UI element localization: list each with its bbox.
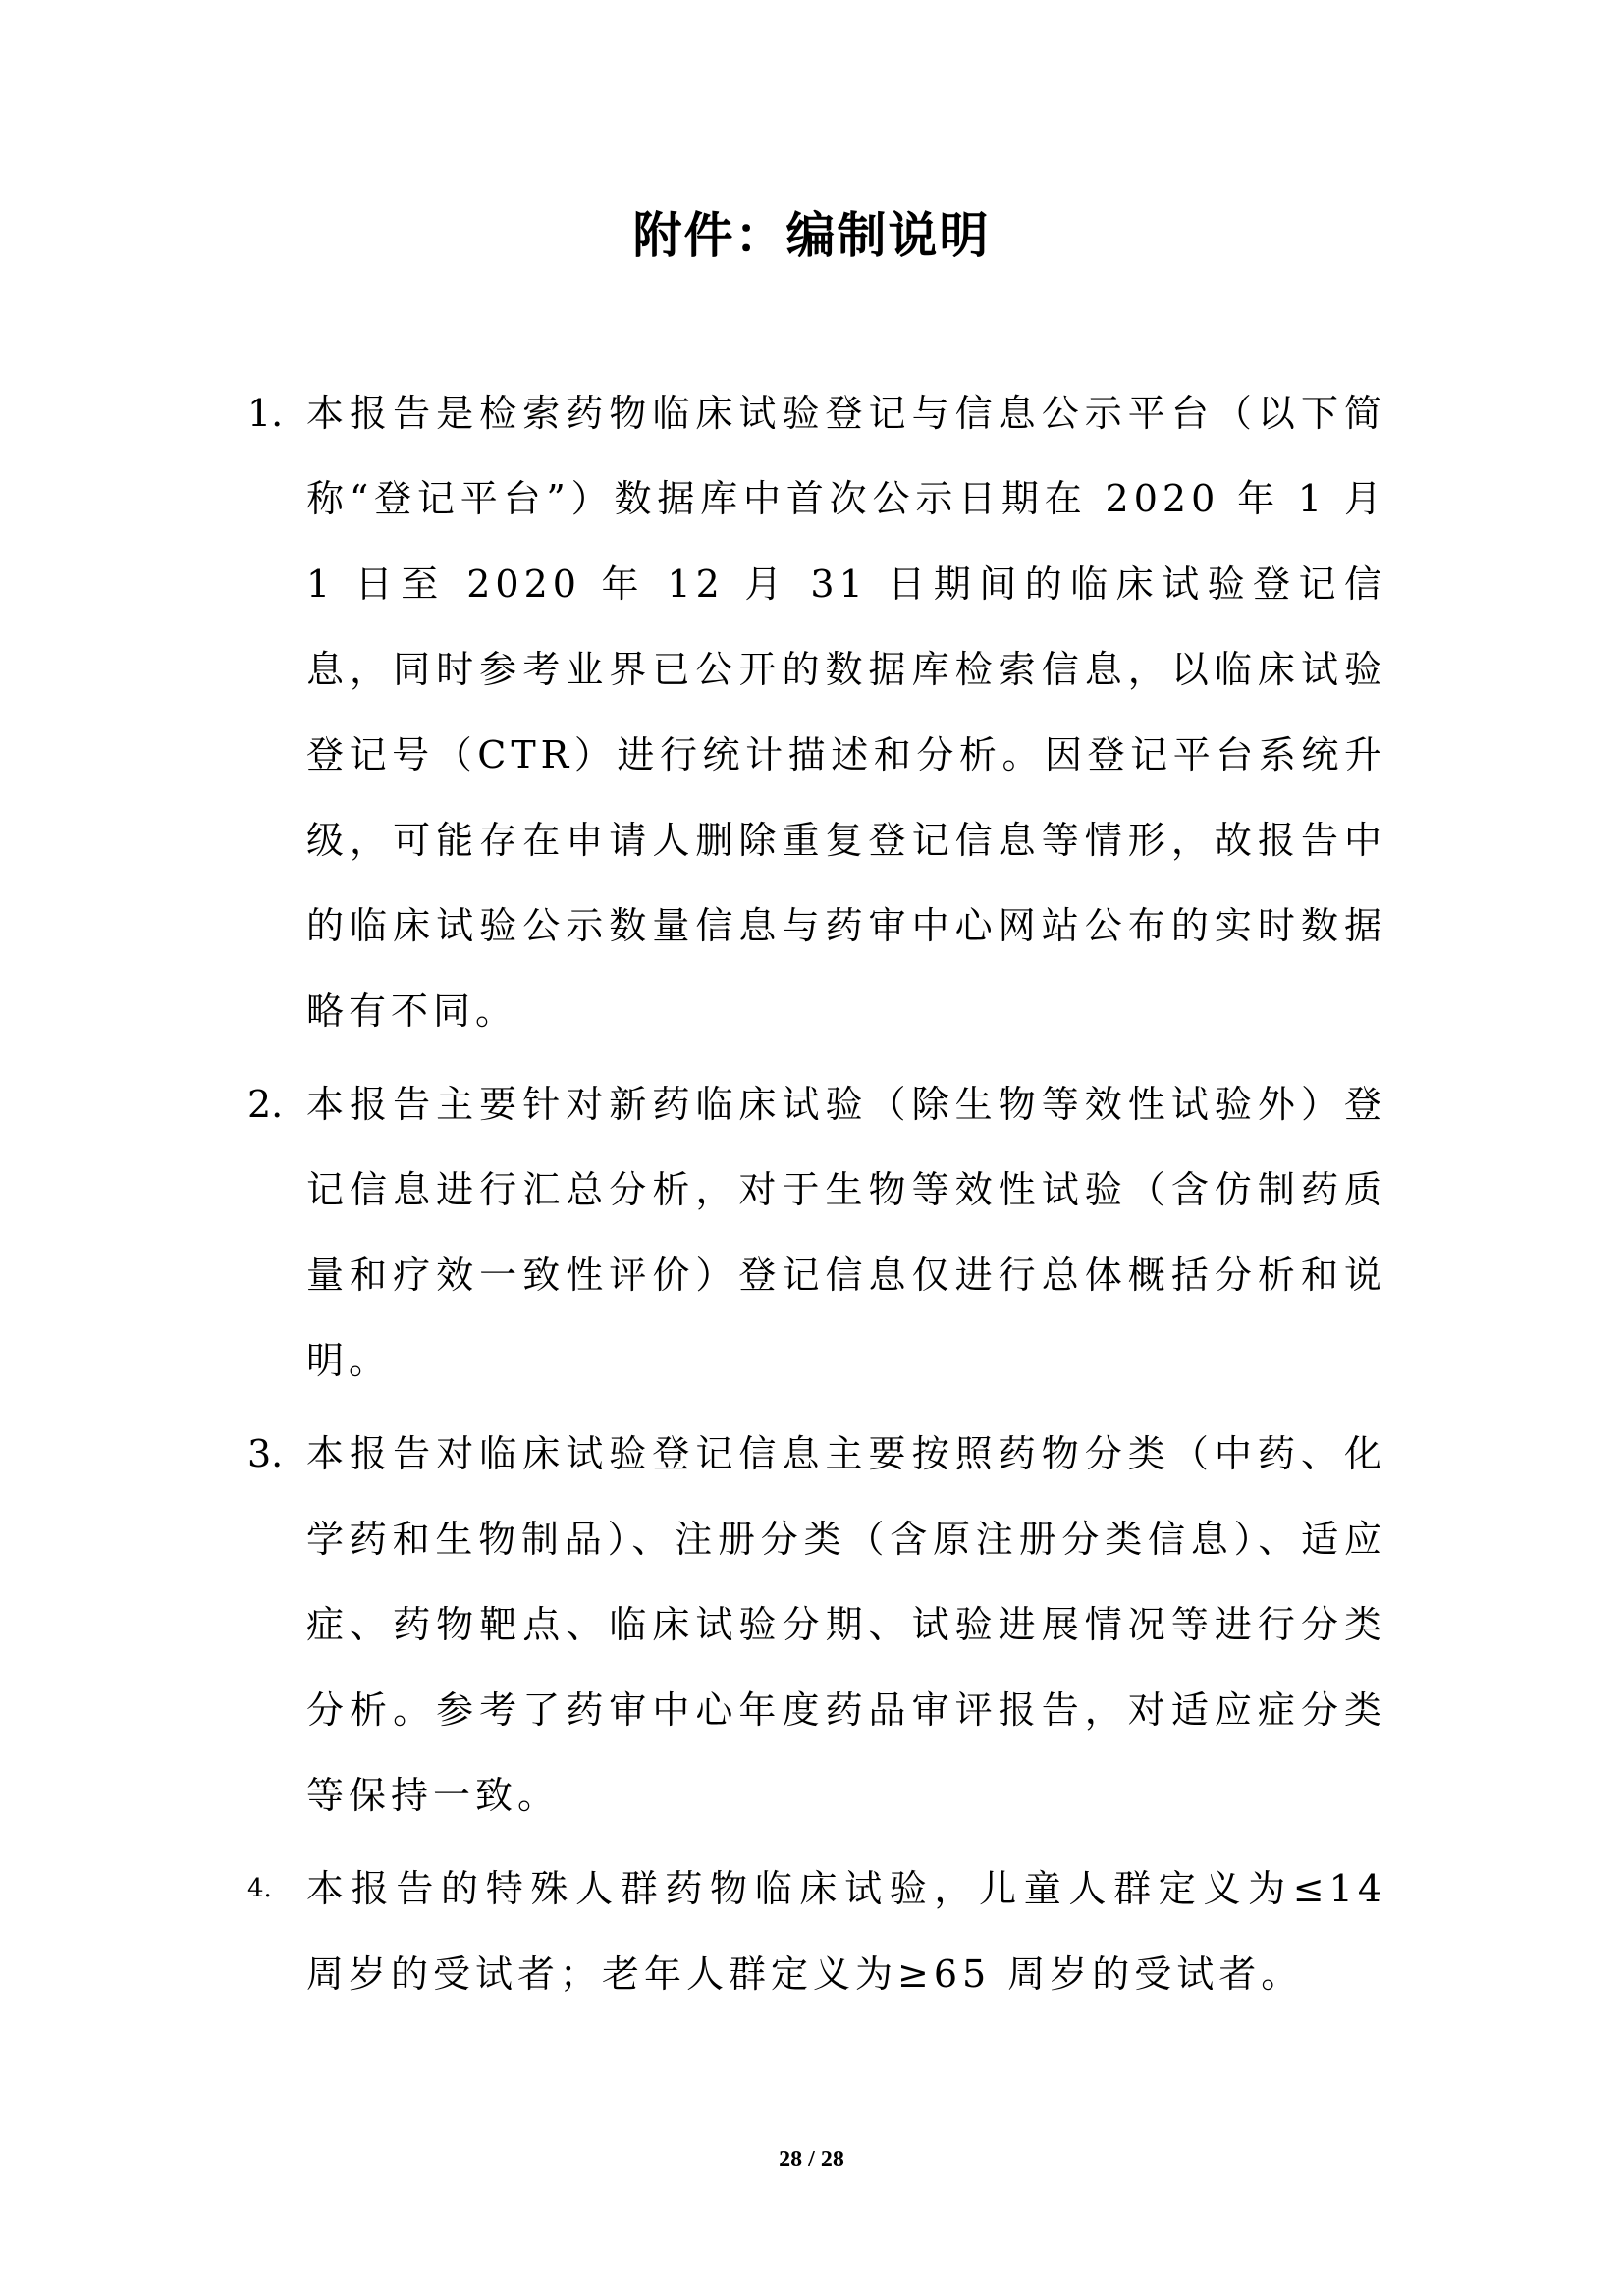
- list-item-number: 1.: [247, 392, 284, 435]
- list-item-text: 本报告对临床试验登记信息主要按照药物分类（中药、化学药和生物制品）、注册分类（含原注册分类信息）、适应症、药物靶点、临床试验分期、试验进展情况等进行分类分析。参考了药审中心年度药品审评报告，对适应症分类等保持一致。: [306, 1432, 1386, 1817]
- list-item-text: 本报告是检索药物临床试验登记与信息公示平台（以下简称“登记平台”）数据库中首次公示日期在 2020 年 1 月 1 日至 2020 年 12 月 31 日期间的临床试验登记信息，同时参考业界已公开的数据库检索信息，以临床试验登记号（CTR）进行统计描述和分析。因登记平台系统升级，可能存在申请人删除重复登记信息等情形，故报告中的临床试验公示数量信息与药审中心网站公布的实时数据略有不同。: [306, 392, 1386, 1033]
- list-item: [247, 371, 1386, 1054]
- numbered-list: [247, 371, 1386, 2025]
- list-item-number: 4.: [247, 1874, 272, 1903]
- list-item-text: 本报告的特殊人群药物临床试验，儿童人群定义为≤14 周岁的受试者；老年人群定义为≥65 周岁的受试者。: [306, 1867, 1386, 1996]
- list-item-text: 本报告主要针对新药临床试验（除生物等效性试验外）登记信息进行汇总分析，对于生物等效性试验（含仿制药质量和疗效一致性评价）登记信息仅进行总体概括分析和说明。: [306, 1083, 1386, 1382]
- page-title: 附件：编制说明: [632, 207, 991, 264]
- list-item-number: 2.: [247, 1083, 284, 1126]
- list-item: [247, 1062, 1386, 1404]
- list-item: [247, 1846, 1386, 2017]
- list-item-number: 3.: [247, 1432, 284, 1475]
- page-number: 28 / 28: [779, 2147, 844, 2172]
- list-item: [247, 1412, 1386, 1839]
